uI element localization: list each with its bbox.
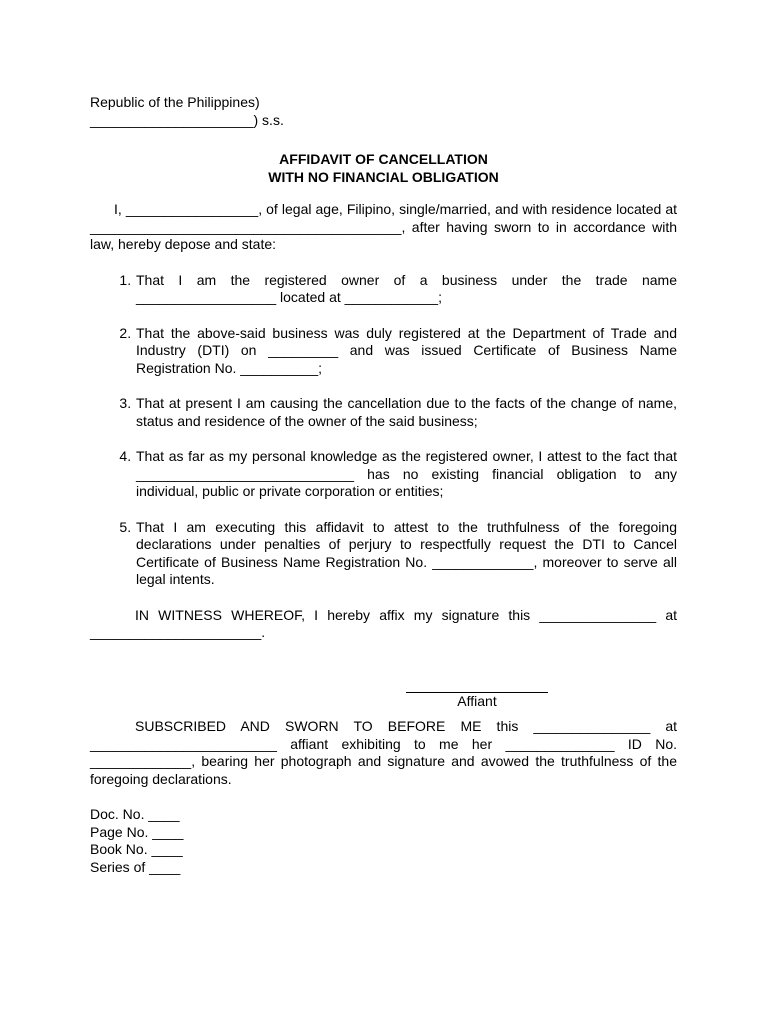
venue-country: Republic of the Philippines) [90,94,260,110]
jurat-paragraph: SUBSCRIBED AND SWORN TO BEFORE ME this _______________ at ________________________ affiant exhibiting to me her ______________ ID No. _____________, bearing her photograph and signature and avowed the truthfulness of the foregoing declarations. [90,718,677,787]
statement-item-2: 2. That the above-said business was duly registered at the Department of Trade and Industry (DTI) on _________ and was issued Certificate of Business Name Registration No. __________; [135,325,677,378]
document-title [90,151,677,186]
affidavit-document [90,94,677,876]
statement-list [90,272,677,589]
affiant-label: Affiant [457,692,497,709]
statement-item-3: 3. That at present I am causing the cancellation due to the facts of the change of name, status and residence of the owner of the said business; [135,395,677,430]
page-no: Page No. ____ [90,823,184,840]
title-line-1: AFFIDAVIT OF CANCELLATION [279,151,488,167]
notarial-register-info [90,806,677,876]
doc-no: Doc. No. ____ [90,806,180,822]
venue-city: _____________________) s.s. [90,111,284,128]
statement-item-5: 5. That I am executing this affidavit to attest to the truthfulness of the foregoing declarations under penalties of perjury to respectfully request the DTI to Cancel Certificate of Business Name Registration No. _____________, moreover to serve all legal intents. [135,519,677,589]
signature-line [406,680,548,693]
series-of: Series of ____ [90,858,181,875]
title-line-2: WITH NO FINANCIAL OBLIGATION [268,168,499,185]
affiant-signature-block [406,680,548,711]
venue-block [90,94,677,129]
statement-item-4: 4. That as far as my personal knowledge as the registered owner, I attest to the fact that ____________________________ has no existing financial obligation to any individual, public or private corporation or entities; [135,448,677,501]
statement-item-1: 1. That I am the registered owner of a business under the trade name __________________ located at ____________; [135,272,677,307]
witness-paragraph: IN WITNESS WHEREOF, I hereby affix my signature this _______________ at ______________________. [90,606,677,640]
intro-paragraph: I, _________________, of legal age, Filipino, single/married, and with residence located at ________________________________________, after having sworn to in accordance with law, hereby depose and state: [90,201,677,252]
book-no: Book No. ____ [90,841,183,857]
